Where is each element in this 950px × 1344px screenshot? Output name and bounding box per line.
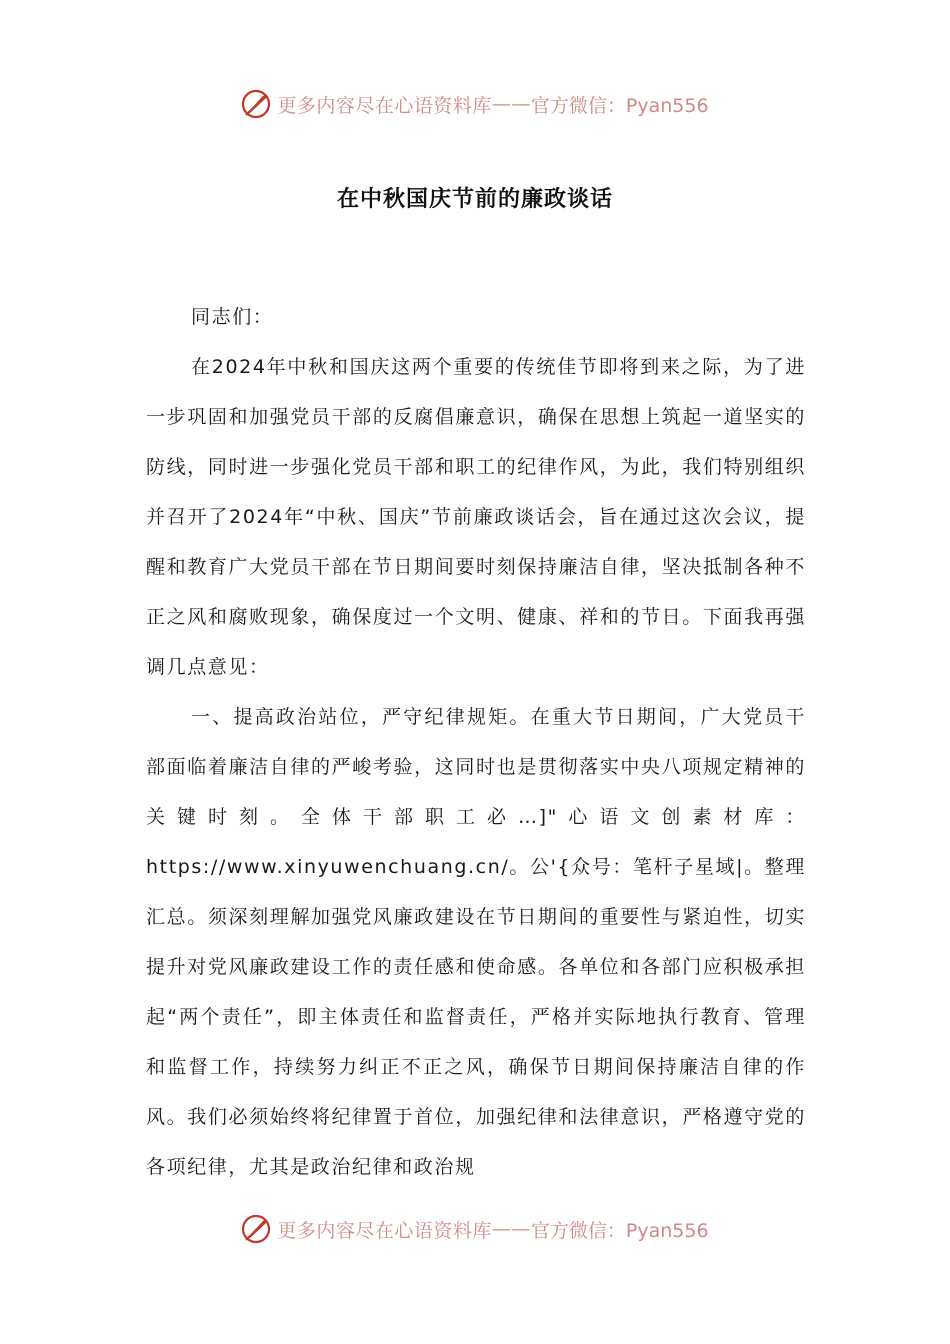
banner-separator: —— <box>491 1218 531 1240</box>
banner-brand-text: 更多内容尽在心语资料库 <box>277 94 492 117</box>
body-paragraph: 一、提高政治站位，严守纪律规矩。在重大节日期间，广大党员干部面临着廉洁自律的严峻考验，这同时也是贯彻落实中央八项规定精神的关键时刻。全体干部职工必…]"心语文创素材库：https://www.xinyuwenchuang.cn/。公'{众号：笔杆子星域|。整理汇总。须深刻理解加强党风廉政建设在节日期间的重要性与紧迫性，切实提升对党风廉政建设工作的责任感和使命感。各单位和各部门应积极承担起“两个责任”，即主体责任和监督责任，严格并实际地执行教育、管理和监督工作，持续努力纠正不正之风，确保节日期间保持廉洁自律的作风。我们必须始终将纪律置于首位，加强纪律和法律意识，严格遵守党的各项纪律，尤其是政治纪律和政治规 <box>146 706 806 1178</box>
quill-pen-logo-icon <box>241 1214 271 1244</box>
banner-wechat-text: 官方微信：Pyan556 <box>530 1219 709 1242</box>
document-body <box>146 292 806 1192</box>
greeting-line: 同志们： <box>191 306 274 328</box>
footer-banner <box>0 1209 950 1249</box>
quill-pen-logo-icon <box>241 89 271 119</box>
banner-wechat-text: 官方微信：Pyan556 <box>530 94 709 117</box>
banner-separator: —— <box>491 93 531 115</box>
banner-brand-text: 更多内容尽在心语资料库 <box>277 1219 492 1242</box>
body-paragraph: 在2024年中秋和国庆这两个重要的传统佳节即将到来之际，为了进一步巩固和加强党员干部的反腐倡廉意识，确保在思想上筑起一道坚实的防线，同时进一步强化党员干部和职工的纪律作风，为此，我们特别组织并召开了2024年“中秋、国庆”节前廉政谈话会，旨在通过这次会议，提醒和教育广大党员干部在节日期间要时刻保持廉洁自律，坚决抵制各种不正之风和腐败现象，确保度过一个文明、健康、祥和的节日。下面我再强调几点意见： <box>146 356 806 678</box>
header-banner <box>0 84 950 124</box>
document-title: 在中秋国庆节前的廉政谈话 <box>336 187 613 212</box>
